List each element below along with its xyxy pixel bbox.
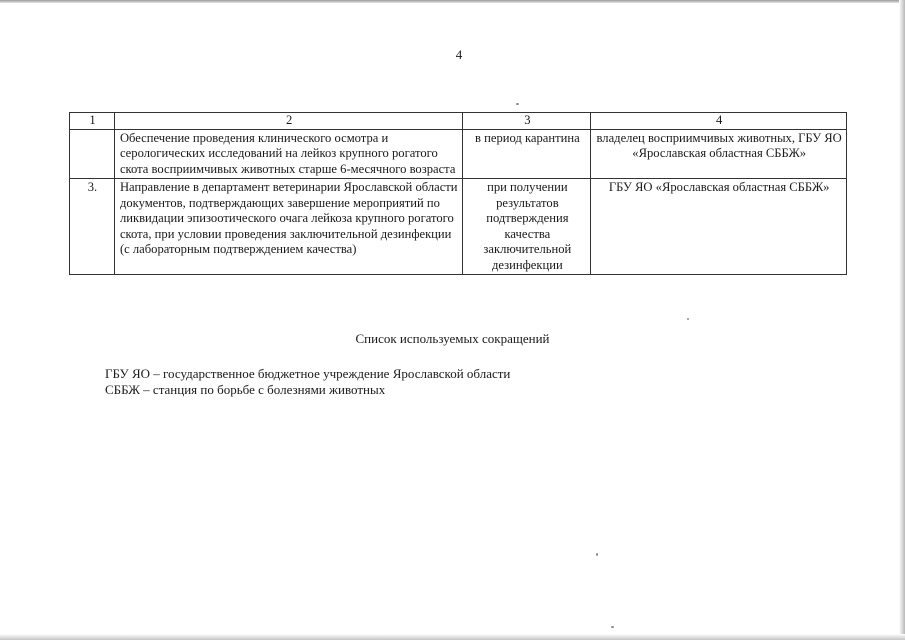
table-header-row <box>70 113 847 130</box>
abbreviation-item: СББЖ – станция по борьбе с болезнями животных <box>105 382 386 397</box>
abbreviations-list <box>105 366 510 398</box>
row-number: 3. <box>70 179 115 275</box>
row-number <box>70 129 115 179</box>
scan-speck <box>596 553 598 556</box>
scan-speck <box>611 626 614 628</box>
row-responsible: владелец восприимчивых животных, ГБУ ЯО «Ярославская областная СББЖ» <box>591 129 847 179</box>
scan-edge-right <box>899 0 905 640</box>
header-cell-3: 3 <box>463 113 591 130</box>
row-responsible: ГБУ ЯО «Ярославская областная СББЖ» <box>591 179 847 275</box>
abbreviations-title: Список используемых сокращений <box>355 331 550 346</box>
header-cell-1: 1 <box>70 113 115 130</box>
table-row <box>70 129 847 179</box>
header-cell-4: 4 <box>591 113 847 130</box>
abbreviation-item: ГБУ ЯО – государственное бюджетное учреждение Ярославской области <box>105 366 511 381</box>
scan-edge-bottom <box>0 634 905 640</box>
scan-speck <box>687 318 689 320</box>
row-action: Направление в департамент ветеринарии Ярославской области документов, подтверждающих завершение мероприятий по ликвидации эпизоотического очага лейкоза крупного рогатого скота, при условии проведения заключительной дезинфекции (с лабораторным подтверждением качества) <box>114 179 462 275</box>
row-term: при получении результатов подтверждения качества заключительной дезинфекции <box>463 179 591 275</box>
scan-edge-top <box>0 0 905 3</box>
scan-speck <box>516 103 519 105</box>
row-action: Обеспечение проведения клинического осмотра и серологических исследований на лейкоз крупного рогатого скота восприимчивых животных старше 6-месячного возраста <box>114 129 462 179</box>
header-cell-2: 2 <box>114 113 462 130</box>
measures-table <box>69 112 847 275</box>
row-term: в период карантина <box>463 129 591 179</box>
table-row <box>70 179 847 275</box>
page-number: 4 <box>455 47 463 62</box>
